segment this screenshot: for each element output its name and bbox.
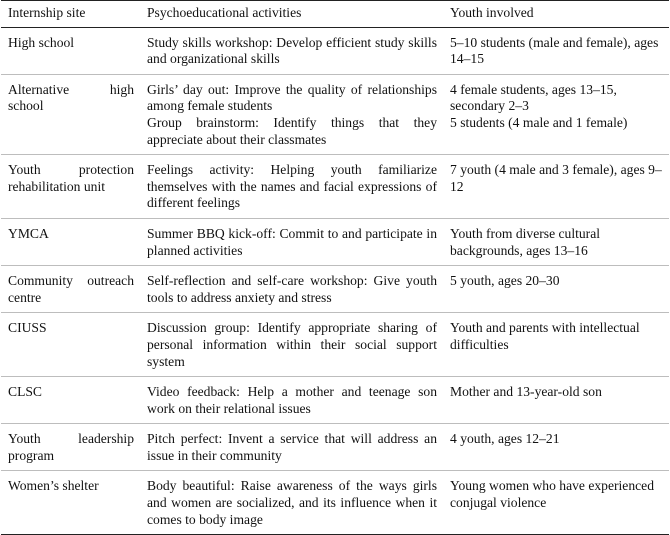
site-cell: Youth leadership program: [1, 424, 140, 471]
youth-text: Youth from diverse cultural backgrounds, ages 13–16: [450, 225, 601, 258]
site-cell: Women’s shelter: [1, 471, 140, 535]
site-cell: CIUSS: [1, 313, 140, 377]
activity-text: Summer BBQ kick-off: Commit to and participate in planned activities: [147, 225, 437, 258]
header-youth-involved: Youth involved: [443, 1, 669, 28]
activities-cell: [140, 424, 443, 471]
site-cell: High school: [8, 34, 75, 50]
activities-cell: [140, 471, 443, 535]
youth-cell: [443, 155, 669, 219]
youth-text: 5 students (4 male and 1 female): [450, 114, 628, 130]
youth-cell: [443, 266, 669, 313]
youth-cell: [443, 27, 669, 74]
table-row: [1, 27, 669, 74]
youth-text: 7 youth (4 male and 3 female), ages 9–12: [450, 162, 662, 194]
table-row: [1, 74, 669, 154]
activity-text: Body beautiful: Raise awareness of the ways girls and women are socialized, and its influence when it comes to body image: [147, 478, 437, 527]
youth-cell: [443, 471, 669, 535]
youth-text: 4 female students, ages 13–15, secondary 2–3: [450, 81, 617, 114]
activity-text: Girls’ day out: Improve the quality of relationships among female students: [147, 81, 437, 114]
youth-cell: [443, 218, 669, 265]
activities-cell: [140, 155, 443, 219]
activity-text: Group brainstorm: Identify things that they appreciate about their classmates: [147, 114, 437, 147]
activities-cell: [140, 266, 443, 313]
youth-text: Young women who have experienced conjugal violence: [450, 478, 654, 511]
youth-text: 4 youth, ages 12–21: [450, 431, 560, 447]
activities-cell: [140, 377, 443, 424]
site-cell: Community outreach centre: [1, 266, 140, 313]
activities-cell: [140, 313, 443, 377]
activities-cell: [140, 74, 443, 154]
table-row: [1, 155, 669, 219]
activity-text: Self-reflection and self-care workshop: Give youth tools to address anxiety and stress: [147, 273, 437, 305]
youth-cell: [443, 377, 669, 424]
site-cell: Youth protection rehabilitation unit: [1, 155, 140, 219]
youth-text: Youth and parents with intellectual difficulties: [450, 320, 640, 352]
youth-cell: [443, 424, 669, 471]
table-row: [1, 424, 669, 471]
youth-text: Mother and 13-year-old son: [450, 384, 602, 400]
youth-cell: [443, 313, 669, 377]
youth-cell: [443, 74, 669, 154]
header-internship-site: Internship site: [1, 1, 140, 28]
activities-cell: [140, 218, 443, 265]
youth-text: 5 youth, ages 20–30: [450, 273, 560, 289]
site-cell: YMCA: [1, 218, 140, 265]
table-row: [1, 377, 669, 424]
header-psychoeducational-activities: Psychoeducational activities: [140, 1, 443, 28]
table-row: [1, 266, 669, 313]
internship-activities-table: [1, 0, 669, 535]
table-row: [1, 313, 669, 377]
site-cell: CLSC: [1, 377, 140, 424]
youth-text: 5–10 students (male and female), ages 14–15: [450, 34, 659, 67]
activity-text: Discussion group: Identify appropriate sharing of personal information within their social support system: [147, 320, 437, 369]
activity-text: Pitch perfect: Invent a service that will address an issue in their community: [147, 431, 437, 463]
site-cell: Alternative high school: [1, 74, 140, 154]
activities-cell: [140, 27, 443, 74]
table-header-row: [1, 1, 669, 28]
table-row: [1, 471, 669, 535]
activity-text: Study skills workshop: Develop efficient study skills and organizational skills: [147, 34, 437, 67]
table-row: [1, 218, 669, 265]
activity-text: Video feedback: Help a mother and teenage son work on their relational issues: [147, 384, 437, 416]
activity-text: Feelings activity: Helping youth familiarize themselves with the names and facial expressions of different feelings: [147, 162, 437, 211]
